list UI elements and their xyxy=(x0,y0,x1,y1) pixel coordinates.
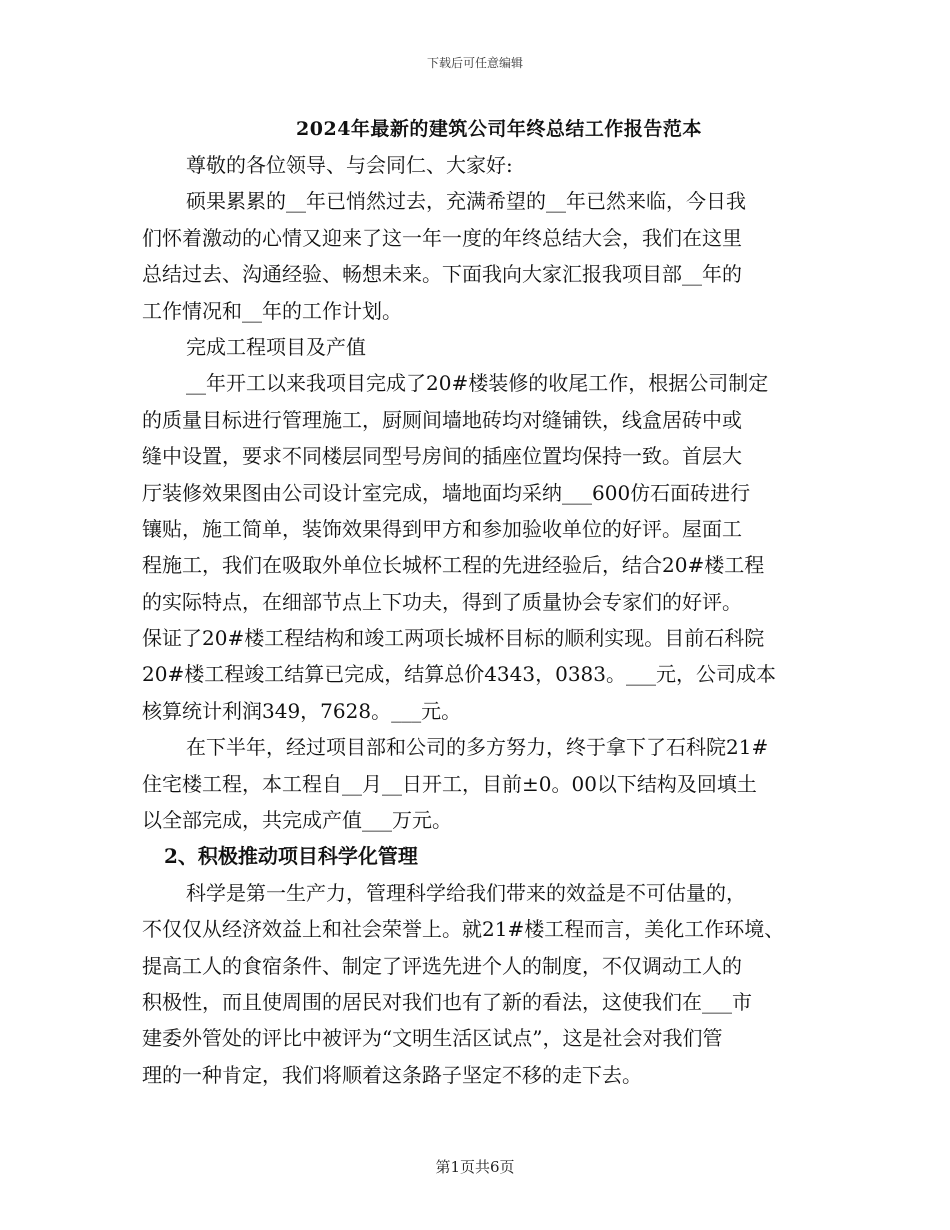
greeting-line: 尊敬的各位领导、与会同仁、大家好: xyxy=(186,153,513,177)
paragraph-line: 以全部完成，共完成产值___万元。 xyxy=(142,808,452,833)
paragraph-line: 工作情况和__年的工作计划。 xyxy=(142,298,402,323)
paragraph-line: 的实际特点，在细部节点上下功夫，得到了质量协会专家们的好评。 xyxy=(142,589,742,614)
paragraph-line: 20#楼工程竣工结算已完成，结算总价4343，0383。___元，公司成本 xyxy=(142,662,777,687)
paragraph-line: 科学是第一生产力，管理科学给我们带来的效益是不可估量的， xyxy=(186,880,746,905)
paragraph-line: 住宅楼工程，本工程自__月__日开工，目前±0。00以下结构及回填土 xyxy=(142,771,757,796)
document-title-text: 2024年最新的建筑公司年终总结工作报告范本 xyxy=(296,118,702,140)
paragraph-line: 总结过去、沟通经验、畅想未来。下面我向大家汇报我项目部__年的 xyxy=(142,262,742,287)
document-title xyxy=(0,114,950,141)
paragraph-line: 提高工人的食宿条件、制定了评选先进个人的制度，不仅调动工人的 xyxy=(142,953,742,978)
paragraph-line: 缝中设置，要求不同楼层同型号房间的插座位置均保持一致。首层大 xyxy=(142,444,742,469)
paragraph-line: 核算统计利润349，7628。___元。 xyxy=(142,698,462,723)
header-note: 下载后可任意编辑 xyxy=(426,56,523,70)
paragraph-line: __年开工以来我项目完成了20#楼装修的收尾工作，根据公司制定 xyxy=(186,371,769,396)
paragraph-line: 积极性，而且使周围的居民对我们也有了新的看法，这使我们在___市 xyxy=(142,989,752,1014)
page-indicator: 第1页共6页 xyxy=(435,1158,515,1176)
section-heading-bold: 2、积极推动项目科学化管理 xyxy=(164,844,418,869)
paragraph-line: 程施工，我们在吸取外单位长城杯工程的先进经验后，结合20#楼工程 xyxy=(142,553,765,578)
paragraph-line: 厅装修效果图由公司设计室完成，墙地面均采纳___600仿石面砖进行 xyxy=(142,480,751,505)
paragraph-line: 镶贴，施工简单，装饰效果得到甲方和参加验收单位的好评。屋面工 xyxy=(142,516,742,541)
section-heading: 完成工程项目及产值 xyxy=(186,334,366,359)
document-body xyxy=(142,147,822,1093)
paragraph-line: 建委外管处的评比中被评为“文明生活区试点”，这是社会对我们管 xyxy=(142,1026,723,1051)
paragraph-line: 不仅仅从经济效益上和社会荣誉上。就21#楼工程而言，美化工作环境、 xyxy=(142,917,785,942)
paragraph-line: 理的一种肯定，我们将顺着这条路子坚定不移的走下去。 xyxy=(142,1062,642,1087)
paragraph-line: 保证了20#楼工程结构和竣工两项长城杯目标的顺利实现。目前石科院 xyxy=(142,626,765,651)
paragraph-line: 硕果累累的__年已悄然过去，充满希望的__年已然来临，今日我 xyxy=(186,189,746,214)
paragraph-line: 们怀着激动的心情又迎来了这一年一度的年终总结大会，我们在这里 xyxy=(142,225,742,250)
paragraph-line: 的质量目标进行管理施工，厨厕间墙地砖均对缝铺铁，线盒居砖中或 xyxy=(142,407,742,432)
paragraph-line: 在下半年，经过项目部和公司的多方努力，终于拿下了石科院21# xyxy=(186,735,769,760)
